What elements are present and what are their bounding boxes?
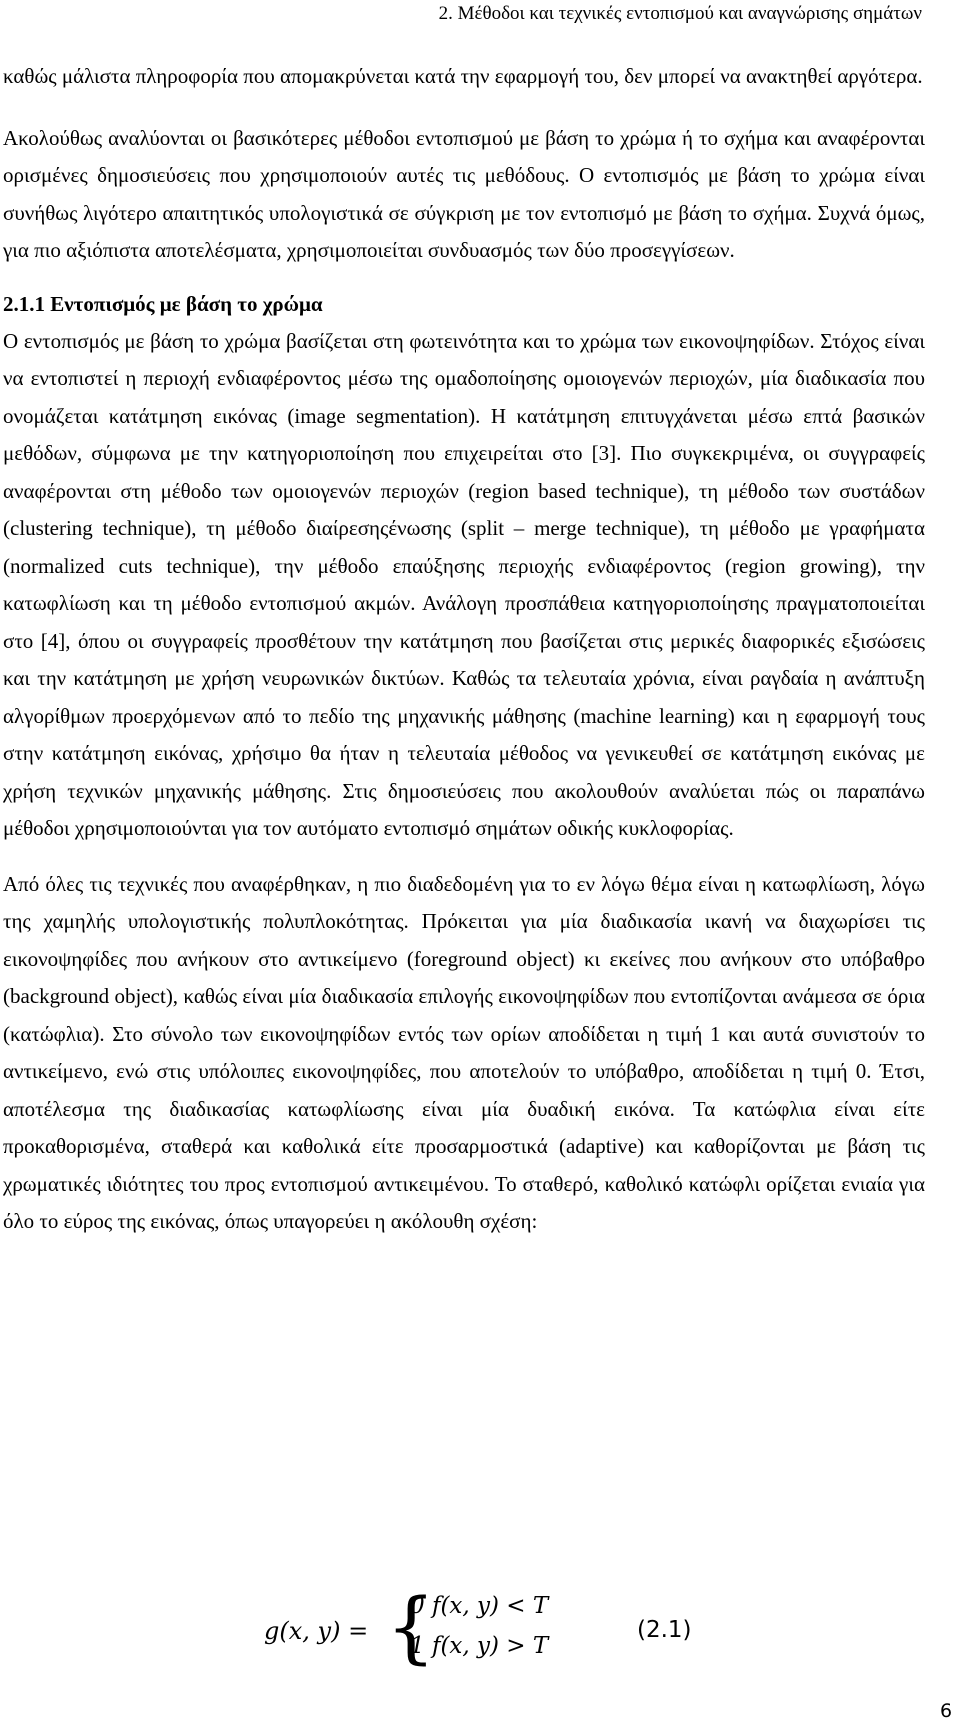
equation-lhs: g(x, y) = [264,1617,369,1645]
page-number: 6 [940,1700,953,1722]
equation-case-2: 1 f(x, y) > T [410,1633,549,1659]
equation-2-1 [264,1583,924,1677]
running-header: 2. Μέθοδοι και τεχνικές εντοπισμού και αναγνώρισης σημάτων [438,3,922,24]
equation-brace: { [386,1583,436,1673]
body-text [3,58,925,1241]
equation-number: (2.1) [637,1617,692,1643]
paragraph-3: Ο εντοπισμός με βάση το χρώμα βασίζεται στη φωτεινότητα και το χρώμα των εικονοψηφίδων. Στόχος είναι να εντοπιστεί η περιοχή ενδιαφέροντος μέσω της ομαδοποίησης ομοιογενών περιοχών, μία διαδικασία που ονομάζεται κατάτμηση εικόνας (image segmentation). Η κατάτμηση επιτυγχάνεται μέσω επτά βασικών μεθόδων, σύμφωνα με την κατηγοριοποίηση που επιχειρείται στο [3]. Πιο συγκεκριμένα, οι συγγραφείς αναφέρονται στη μέθοδο των ομοιογενών περιοχών (region based technique), τη μέθοδο των συστάδων (clustering technique), τη μέθοδο διαίρεσηςένωσης (split – merge technique), τη μέθοδο με γραφήματα (normalized cuts technique), την μέθοδο επαύξησης περιοχής ενδιαφέροντος (region growing), την κατωφλίωση και τη μέθοδο εντοπισμού ακμών. Ανάλογη προσπάθεια κατηγοριοποίησης πραγματοποιείται στο [4], όπου οι συγγραφείς προσθέτουν την κατάτμηση που βασίζεται στις μερικές διαφορικές εξισώσεις και την κατάτμηση με χρήση νευρωνικών δικτύων. Καθώς τα τελευταία χρόνια, είναι ραγδαία η ανάπτυξη αλγορίθμων προερχόμενων από το πεδίο της μηχανικής μάθησης (machine learning) και η εφαρμογή τους στην κατάτμηση εικόνας, χρήσιμο θα ήταν η τελευταία μέθοδος να γενικευθεί σε κατάτμηση εικόνας με χρήση τεχνικών μηχανικής μάθησης. Στις δημοσιεύσεις που ακολουθούν αναλύεται πώς οι παραπάνω μέθοδοι χρησιμοποιούνται για τον αυτόματο εντοπισμό σημάτων οδικής κυκλοφορίας. [3,328,925,840]
paragraph-4: Από όλες τις τεχνικές που αναφέρθηκαν, η πιο διαδεδομένη για το εν λόγω θέμα είναι η κατωφλίωση, λόγω της χαμηλής υπολογιστικής πολυπλοκότητας. Πρόκειται για μία διαδικασία ικανή να διαχωρίσει τις εικονοψηφίδες που ανήκουν στο αντικείμενο (foreground object) κι εκείνες που ανήκουν στο υπόβαθρο (background object), καθώς είναι μία διαδικασία επιλογής εικονοψηφίδων που εντοπίζονται ανάμεσα σε όρια (κατώφλια). Στο σύνολο των εικονοψηφίδων εντός των ορίων αποδίδεται η τιμή 1 και αυτά συνιστούν το αντικείμενο, ενώ στις υπόλοιπες εικονοψηφίδες, που αποτελούν το υπόβαθρο, αποδίδεται η τιμή 0. Έτσι, αποτέλεσμα της διαδικασίας κατωφλίωσης είναι μία δυαδική εικόνα. Τα κατώφλια είναι είτε προκαθορισμένα, σταθερά και καθολικά είτε προσαρμοστικά (adaptive) και καθορίζονται με βάση τις χρωματικές ιδιότητες του προς εντοπισμού αντικειμένου. Το σταθερό, καθολικό κατώφλι ορίζεται ενιαία για όλο το εύρος της εικόνας, όπως υπαγορεύει η ακόλουθη σχέση: [3,871,925,1233]
equation-case-1: 0 f(x, y) < T [410,1593,549,1619]
section-heading: 2.1.1 Εντοπισμός με βάση το χρώμα [3,291,323,316]
paragraph-1: καθώς μάλιστα πληροφορία που απομακρύνεται κατά την εφαρμογή του, δεν μπορεί να ανακτηθεί αργότερα. [3,64,923,88]
paragraph-2: Ακολούθως αναλύονται οι βασικότερες μέθοδοι εντοπισμού με βάση το χρώμα ή το σχήμα και αναφέρονται ορισμένες δημοσιεύσεις που χρησιμοποιούν αυτές τις μεθόδους. Ο εντοπισμός με βάση το χρώμα είναι συνήθως λιγότερο απαιτητικός υπολογιστικά σε σύγκριση με τον εντοπισμό με βάση το σχήμα. Συχνά όμως, για πιο αξιόπιστα αποτελέσματα, χρησιμοποιείται συνδυασμός των δύο προσεγγίσεων. [3,125,925,262]
